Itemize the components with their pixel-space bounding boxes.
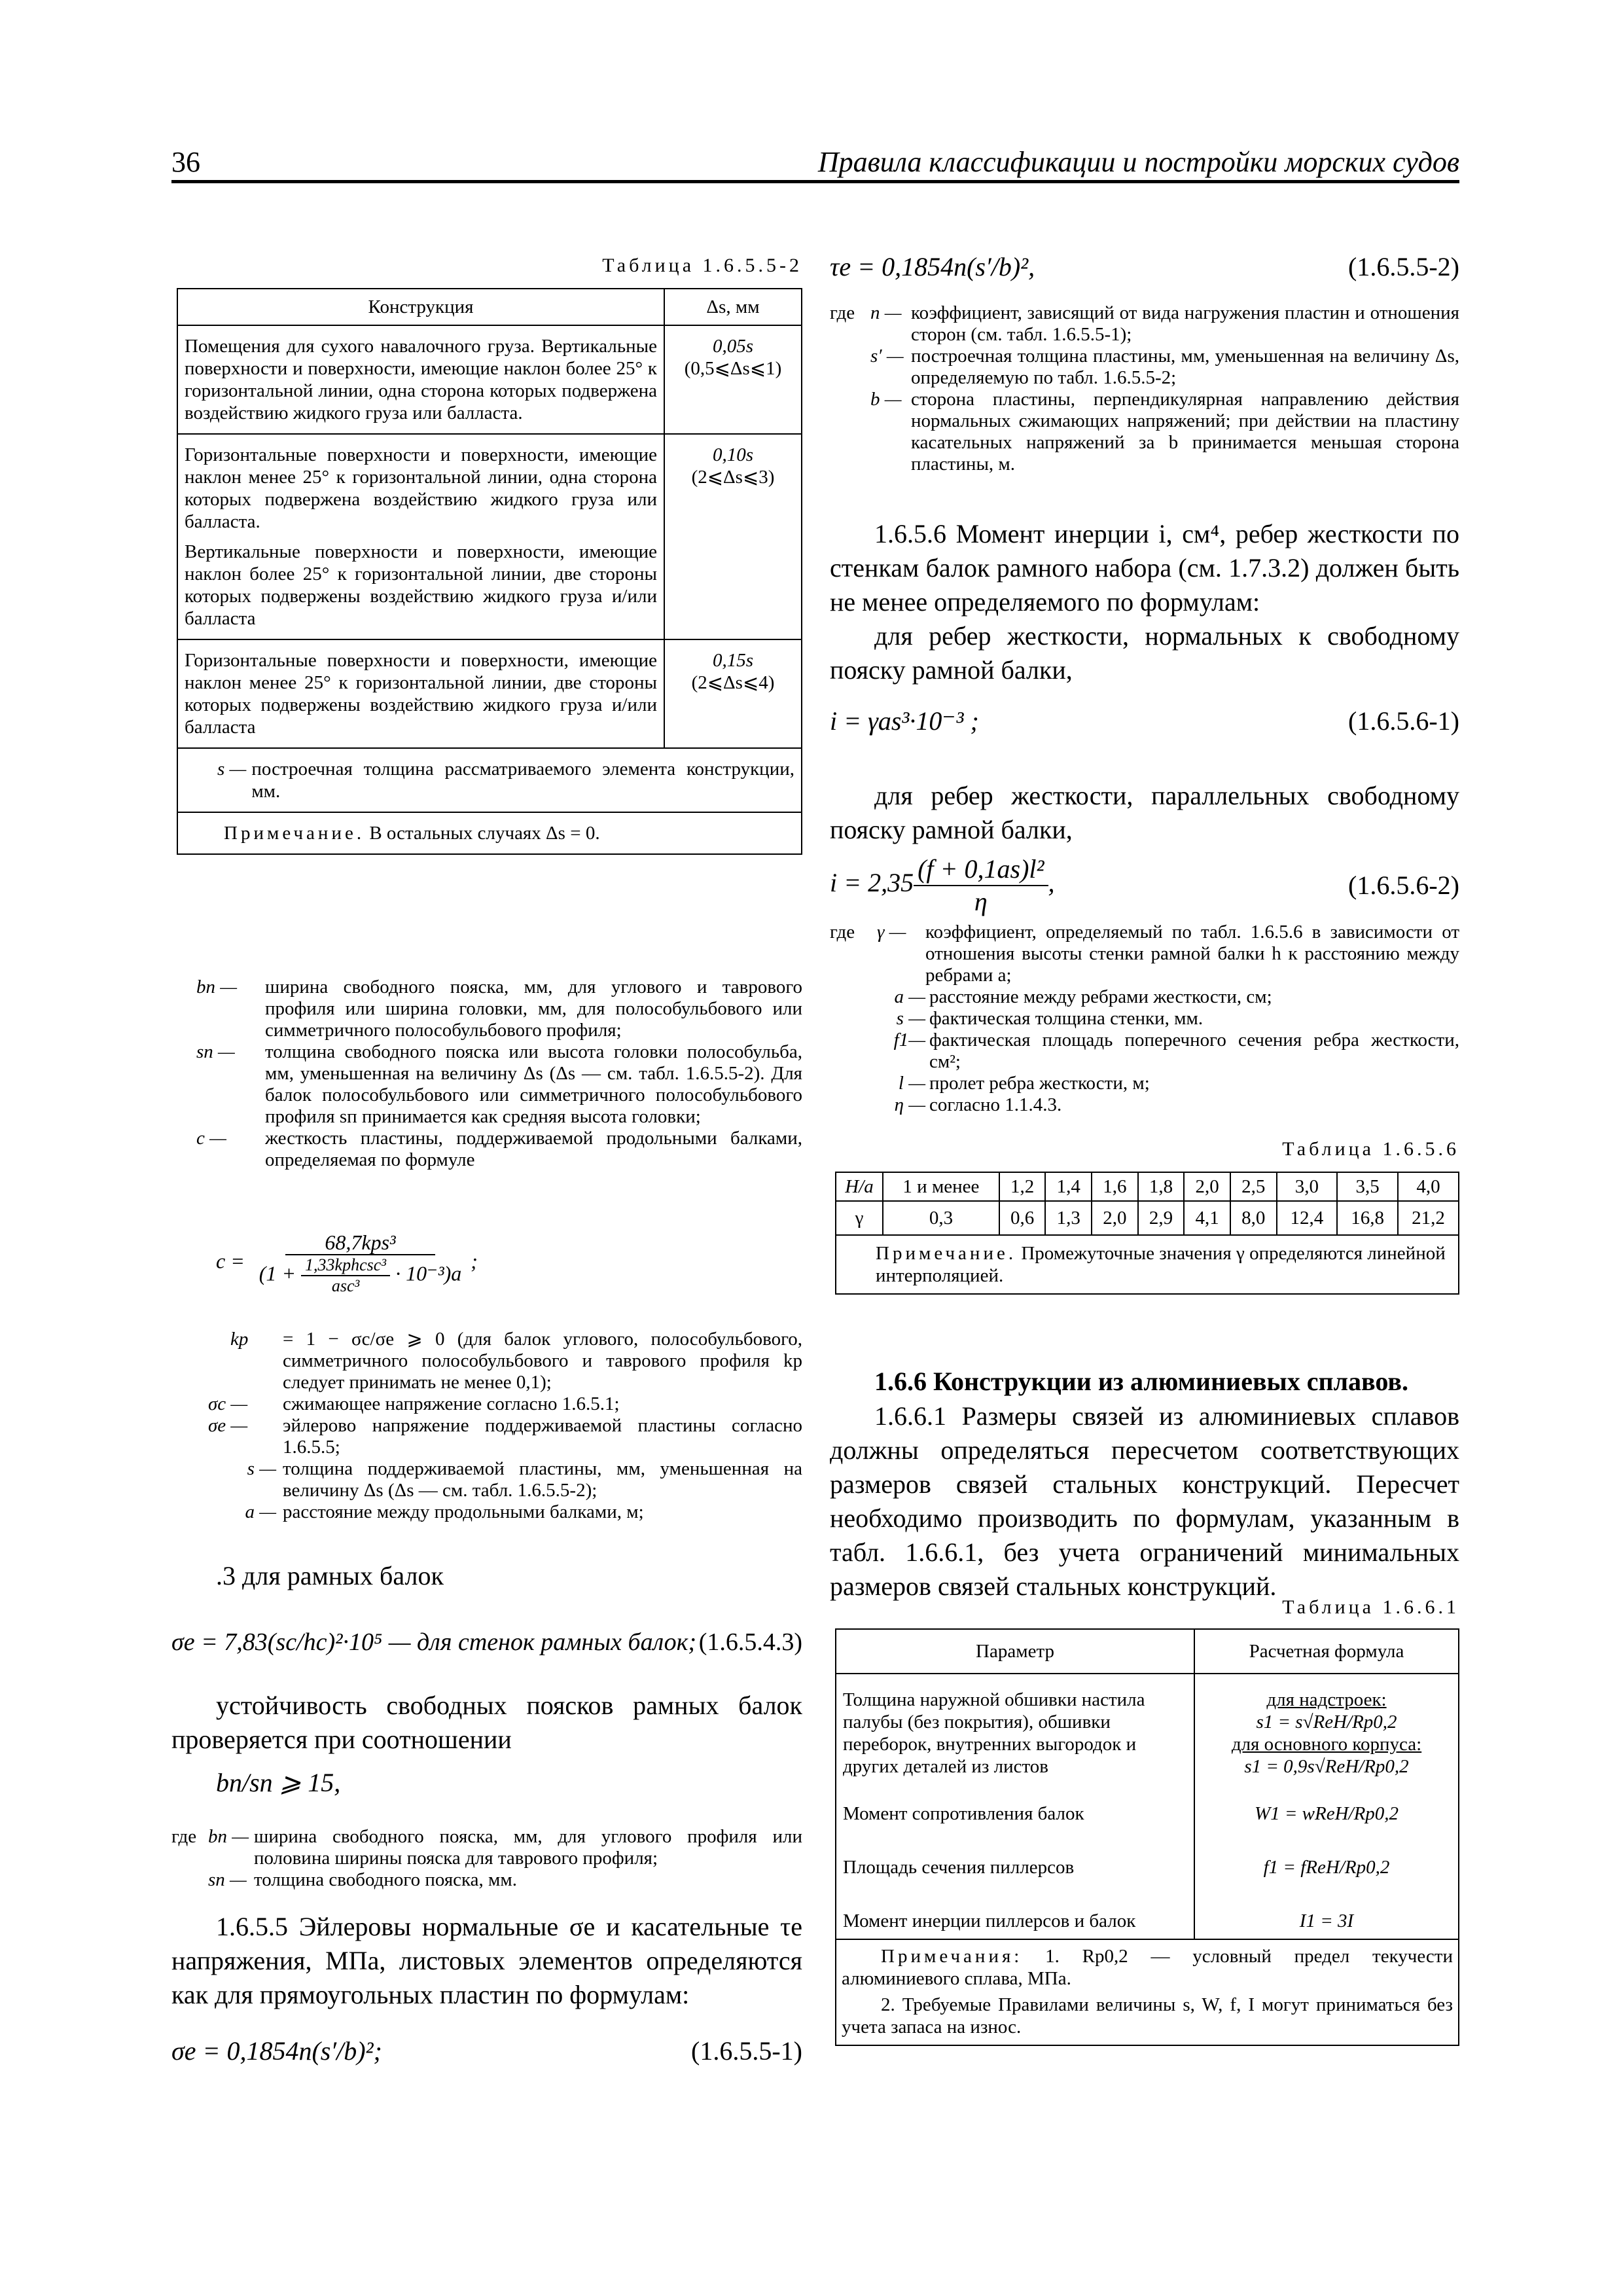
definition-symbol: η —: [894, 1094, 925, 1115]
formula-label: для основного корпуса:: [1231, 1734, 1422, 1755]
delta-value: 0,10s: [712, 444, 754, 465]
definition-item: [830, 302, 1459, 346]
definition-item: [208, 1329, 802, 1393]
definition-text: толщина свободного пояска, мм.: [254, 1869, 518, 1890]
note-text: 1. Rp0,2 — условный предел текучести алюминиевого сплава, МПа.: [842, 1946, 1453, 1989]
definition-item: [196, 1041, 802, 1128]
formula-denominator: η: [974, 887, 988, 916]
paragraph-sub-1: для ребер жесткости, нормальных к свободному пояску рамной балки,: [830, 621, 1459, 685]
formula-c-lhs: c =: [216, 1249, 245, 1273]
table-header-formula: Расчетная формула: [1194, 1629, 1459, 1674]
definition-item: [830, 1030, 1459, 1073]
table-cell: 8,0: [1230, 1201, 1277, 1235]
formula-number: (1.6.5.5-1): [691, 2036, 802, 2066]
formula-c-fraction: [255, 1230, 465, 1296]
paragraph-number: 1.6.6.1: [874, 1401, 946, 1431]
table-cell: 16,8: [1337, 1201, 1398, 1235]
table-cell: 1 и менее: [883, 1172, 999, 1201]
table-cell: 21,2: [1398, 1201, 1459, 1235]
table-cell: 3,5: [1337, 1172, 1398, 1201]
paragraph-1-6-5-6: [830, 517, 1459, 619]
table-cell: [664, 434, 802, 639]
formula-tail: ,: [1048, 868, 1055, 898]
formula-text: s1 = 0,9s√ReH/Rp0,2: [1244, 1756, 1409, 1777]
definition-text: жесткость пластины, поддерживаемой продольными балками, определяемая по формуле: [265, 1128, 802, 1170]
definition-item: [171, 1826, 802, 1869]
stability-paragraph: устойчивость свободных поясков рамных балок проверяется при соотношении: [171, 1691, 802, 1754]
formula-c-denominator: [255, 1255, 465, 1296]
definition-symbol: l —: [898, 1073, 925, 1094]
table-caption-1-6-5-6: Таблица 1.6.5.6: [1282, 1138, 1459, 1160]
table-cell: 3,0: [1277, 1172, 1338, 1201]
paragraph-text: Эйлеровы нормальные σe и касательные τe напряжения, МПа, листовых элементов определяются как для прямоугольных пластин по формулам:: [171, 1912, 802, 2009]
formula-fraction: [914, 853, 1048, 918]
definition-item: [208, 1393, 802, 1415]
formula-c-inner-fraction: [301, 1255, 390, 1296]
definition-symbol: σc —: [208, 1393, 248, 1414]
table-cell: 0,3: [883, 1201, 999, 1235]
definition-symbol: kp: [230, 1329, 249, 1350]
definition-text: толщина поддерживаемой пластины, мм, уменьшенная на величину Δs (Δs — см. табл. 1.6.5.5-2);: [283, 1458, 802, 1501]
header-rule: [171, 180, 1459, 183]
section-heading-1-6-6: 1.6.6 Конструкции из алюминиевых сплавов.: [874, 1367, 1408, 1396]
table-cell: 1,6: [1092, 1172, 1138, 1201]
table-cell: Момент инерции пиллерсов и балок: [836, 1894, 1194, 1939]
table-cell: Момент сопротивления балок: [836, 1787, 1194, 1840]
definition-text: эйлерово напряжение поддерживаемой пластины согласно 1.6.5.5;: [283, 1415, 802, 1458]
table-caption-1-6-6-1: Таблица 1.6.6.1: [1282, 1596, 1459, 1618]
definition-text: ширина свободного пояска, мм, для углового профиля или половина ширины пояска для таврового профиля;: [254, 1826, 802, 1869]
definition-item: [830, 986, 1459, 1008]
definition-symbol: s —: [896, 1008, 925, 1029]
table-note: [836, 1235, 1459, 1294]
definition-symbol: s′ —: [870, 346, 904, 367]
delta-range: (2⩽Δs⩽4): [691, 672, 775, 693]
paragraph-sub-2: для ребер жесткости, параллельных свободному пояску рамной балки,: [830, 781, 1459, 844]
definition-item: [830, 922, 1459, 986]
table-note: [177, 812, 802, 854]
formula-expr: τe = 0,1854n(s′/b)²,: [830, 252, 1035, 281]
page-number: 36: [171, 146, 200, 178]
definitions-left-2: [208, 1329, 802, 1523]
footnote-text: построечная толщина рассматриваемого элемента конструкции, мм.: [251, 759, 794, 802]
note-label: Примечание.: [876, 1243, 1017, 1264]
definitions-right-1: [830, 302, 1459, 475]
definition-item: [196, 1128, 802, 1171]
note-text: В остальных случаях Δs = 0.: [369, 823, 600, 844]
definitions-left-3: [171, 1826, 802, 1891]
note-label: Примечания:: [881, 1946, 1023, 1967]
table-cell: [664, 639, 802, 748]
table-header-construction: Конструкция: [177, 289, 664, 325]
delta-value: 0,15s: [712, 650, 754, 671]
definitions-left-1: [196, 977, 802, 1171]
where-label: где: [830, 922, 855, 942]
definition-symbol: f1—: [893, 1030, 925, 1050]
table-cell: 12,4: [1277, 1201, 1338, 1235]
definition-text: фактическая площадь поперечного сечения ребра жесткости, см²;: [929, 1030, 1459, 1072]
formula-c-tail: ;: [471, 1249, 478, 1273]
note-label: Примечание.: [224, 823, 365, 844]
where-label: где: [830, 302, 855, 323]
note-2: 2. Требуемые Правилами величины s, W, f, I могут приниматься без учета запаса на износ.: [842, 1994, 1453, 2037]
definition-text: ширина свободного пояска, мм, для углового и таврового профиля или ширина головки, мм, для полособульбового или симметричного полособульбового профиля;: [265, 977, 802, 1041]
table-cell: 1,2: [999, 1172, 1046, 1201]
note-text: Промежуточные значения γ определяются линейной интерполяцией.: [876, 1243, 1446, 1286]
formula-c-den-pre: (1 +: [259, 1261, 296, 1285]
table-footnote: [177, 748, 802, 812]
formula-1-6-5-5-2: [830, 251, 1459, 283]
definitions-right-2: [830, 922, 1459, 1116]
footnote-symbol: s —: [217, 759, 247, 780]
definition-symbol: a —: [894, 986, 925, 1007]
definition-text: сжимающее напряжение согласно 1.6.5.1;: [283, 1393, 620, 1414]
formula-1-6-5-4-3: [171, 1626, 802, 1658]
definition-text: расстояние между продольными балками, м;: [283, 1501, 644, 1522]
definition-item: [196, 977, 802, 1041]
item-3-heading: .3 для рамных балок: [216, 1561, 444, 1590]
table-cell: [177, 434, 664, 639]
definition-symbol: sп —: [196, 1041, 235, 1062]
definition-item: [830, 389, 1459, 475]
table-cell: 1,3: [1045, 1201, 1092, 1235]
definition-text: согласно 1.1.4.3.: [929, 1094, 1062, 1115]
definition-text: толщина свободного пояска или высота головки полособульба, мм, уменьшенная на величину Δs (Δs — см. табл. 1.6.5.5-2). Для балок полособульбового или симметричного полособульбового профиля sп принимается как средняя высота головки;: [265, 1041, 802, 1127]
table-cell: 2,0: [1092, 1201, 1138, 1235]
where-label: где: [171, 1826, 197, 1847]
formula-number: (1.6.5.5-2): [1348, 252, 1459, 281]
definition-symbol: b —: [870, 389, 902, 410]
formula-lhs: i = 2,35: [830, 868, 914, 898]
formula-1-6-5-5-1: [171, 2036, 802, 2067]
definition-symbol: bп —: [208, 1826, 249, 1847]
definition-item: [830, 1073, 1459, 1094]
table-row-label: H/a: [836, 1172, 883, 1201]
table-1-6-5-6: [835, 1172, 1459, 1295]
definition-item: [171, 1869, 802, 1891]
definition-symbol: σe —: [208, 1415, 248, 1436]
table-cell: 1,4: [1045, 1172, 1092, 1201]
definition-text: = 1 − σc/σe ⩾ 0 (для балок углового, полособульбового, симметричного полособульбового и таврового профиля kp следует принимать не менее 0,1);: [283, 1329, 802, 1393]
definition-text: пролет ребра жесткости, м;: [929, 1073, 1150, 1094]
table-cell: 4,1: [1184, 1201, 1230, 1235]
formula-numerator: (f + 0,1as)l²: [914, 853, 1048, 886]
definition-item: [208, 1458, 802, 1501]
table-cell: 4,0: [1398, 1172, 1459, 1201]
definition-text: коэффициент, определяемый по табл. 1.6.5.6 в зависимости от отношения высоты стенки рамной балки h к расстоянию между ребрами a;: [925, 922, 1459, 986]
definition-symbol: s —: [247, 1458, 276, 1479]
definition-text: построечная толщина пластины, мм, уменьшенная на величину Δs, определяемую по табл. 1.6.5.5-2;: [911, 346, 1459, 388]
formula-number: (1.6.5.4.3): [698, 1628, 802, 1656]
paragraph-number: 1.6.5.5: [216, 1912, 288, 1941]
table-cell: 1,8: [1138, 1172, 1185, 1201]
paragraph-1-6-6-1: [830, 1399, 1459, 1604]
table-cell: W1 = wReH/Rp0,2: [1194, 1787, 1459, 1840]
formula-number: (1.6.5.6-1): [1348, 706, 1459, 736]
table-cell: 2,0: [1184, 1172, 1230, 1201]
table-cell: f1 = fReH/Rp0,2: [1194, 1840, 1459, 1894]
paragraph-text: Размеры связей из алюминиевых сплавов должны определяться пересчетом соответствующих размеров связей стальных конструкций. Пересчет необходимо производить по формулам, указанным в табл. 1.6.6.1, без учета ограничений минимальных размеров связей стальных конструкций.: [830, 1401, 1460, 1601]
formula-1-6-5-6-2: [830, 853, 1459, 918]
table-notes: [836, 1939, 1459, 2045]
table-row-label: γ: [836, 1201, 883, 1235]
table-1-6-6-1: [835, 1628, 1459, 2046]
table-row-h: [836, 1172, 1459, 1201]
definition-item: [830, 346, 1459, 389]
delta-range: (2⩽Δs⩽3): [691, 467, 775, 488]
note-1: [842, 1945, 1453, 1990]
paragraph-number: 1.6.5.6: [874, 519, 946, 548]
formula-c-numerator: 68,7kps³: [285, 1230, 435, 1255]
formula-c-inner-den: asc³: [331, 1276, 360, 1295]
row-text: Горизонтальные поверхности и поверхности, имеющие наклон менее 25° к горизонтальной линии, одна сторона которых подвержена воздействию жидкого груза или балласта.: [185, 444, 657, 532]
table-cell: Толщина наружной обшивки настила палубы (без покрытия), обшивки переборок, внутренних выгородок и других деталей из листов: [836, 1674, 1194, 1787]
formula-c-inner-num: 1,33kphcsc³: [301, 1255, 390, 1276]
definition-symbol: a —: [245, 1501, 276, 1522]
formula-c: [216, 1230, 478, 1296]
definition-item: [830, 1094, 1459, 1116]
paragraph-text: Момент инерции i, см⁴, ребер жесткости по стенкам балок рамного набора (см. 1.7.3.2) должен быть не менее определяемого по формулам:: [830, 519, 1460, 617]
delta-value: 0,05s: [712, 336, 754, 357]
definition-text: фактическая толщина стенки, мм.: [929, 1008, 1204, 1029]
delta-range: (0,5⩽Δs⩽1): [684, 358, 782, 379]
definition-symbol: sп —: [208, 1869, 247, 1890]
definition-item: [208, 1415, 802, 1458]
formula-expr: i = γas³·10⁻³ ;: [830, 706, 979, 736]
definition-symbol: bп —: [196, 977, 238, 997]
table-cell: Площадь сечения пиллерсов: [836, 1840, 1194, 1894]
row-text: Вертикальные поверхности и поверхности, имеющие наклон более 25° к горизонтальной линии, две стороны которых подвержены воздействию жидкого груза и/или балласта: [185, 541, 657, 629]
table-caption-1-6-5-5-2: Таблица 1.6.5.5-2: [602, 255, 802, 276]
table-cell: Горизонтальные поверхности и поверхности, имеющие наклон менее 25° к горизонтальной линии, две стороны которых подвержены воздействию жидкого груза и/или балласта: [177, 639, 664, 748]
definition-symbol: c —: [196, 1128, 226, 1149]
definition-item: [208, 1501, 802, 1523]
table-cell: 0,6: [999, 1201, 1046, 1235]
running-title: Правила классификации и постройки морских судов: [817, 146, 1459, 178]
table-cell: [1194, 1674, 1459, 1787]
formula-c-den-post: · 10⁻³)a: [395, 1261, 462, 1285]
definition-item: [830, 1008, 1459, 1030]
formula-1-6-5-6-1: [830, 706, 1459, 737]
table-cell: 2,9: [1138, 1201, 1185, 1235]
table-cell: [664, 325, 802, 434]
table-cell: Помещения для сухого навалочного груза. Вертикальные поверхности и поверхности, имеющие наклон более 25° к горизонтальной линии, одна сторона которых подвержена воздействию жидкого груза или балласта.: [177, 325, 664, 434]
formula-expr: σe = 0,1854n(s′/b)²;: [171, 2036, 382, 2066]
definition-text: коэффициент, зависящий от вида нагружения пластин и отношения сторон (см. табл. 1.6.5.5-1);: [911, 302, 1459, 345]
formula-label: для надстроек:: [1266, 1689, 1387, 1710]
table-header-delta: Δs, мм: [664, 289, 802, 325]
formula-expr: σe = 7,83(sс/hс)²·10⁵ — для стенок рамных балок;: [171, 1628, 697, 1656]
definition-text: сторона пластины, перпендикулярная направлению действия нормальных сжимающих напряжений; при действии на пластину касательных напряжений за b принимается меньшая сторона пластины, м.: [911, 389, 1459, 475]
definition-symbol: n —: [870, 302, 902, 323]
table-row-gamma: [836, 1201, 1459, 1235]
formula-text: s1 = s√ReH/Rp0,2: [1256, 1712, 1397, 1732]
stability-formula: bп/sп ⩾ 15,: [216, 1768, 341, 1797]
table-header-parameter: Параметр: [836, 1629, 1194, 1674]
table-1-6-5-5-2: [177, 288, 802, 855]
table-cell: I1 = 3I: [1194, 1894, 1459, 1939]
formula-number: (1.6.5.6-2): [1348, 870, 1459, 900]
definition-text: расстояние между ребрами жесткости, см;: [929, 986, 1272, 1007]
paragraph-1-6-5-5: [171, 1910, 802, 2012]
definition-symbol: γ —: [877, 922, 906, 942]
table-cell: 2,5: [1230, 1172, 1277, 1201]
